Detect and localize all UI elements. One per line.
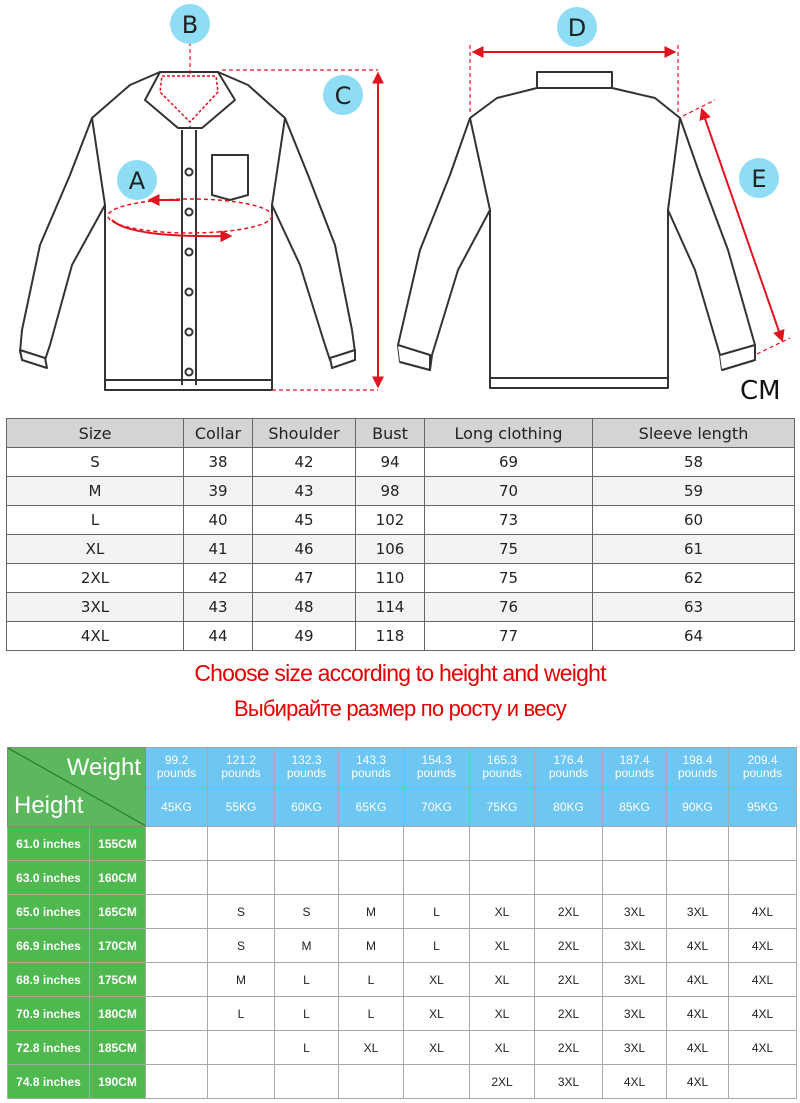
recommended-size-cell: XL bbox=[404, 1031, 470, 1065]
recommended-size-cell: 2XL bbox=[535, 929, 603, 963]
size-cell: L bbox=[7, 506, 184, 535]
recommended-size-cell: 4XL bbox=[729, 1031, 797, 1065]
recommended-size-cell: 4XL bbox=[729, 997, 797, 1031]
size-cell: 73 bbox=[425, 506, 593, 535]
recommended-size-cell: S bbox=[275, 895, 339, 929]
recommended-size-cell: 3XL bbox=[603, 1031, 667, 1065]
recommended-size-cell bbox=[729, 861, 797, 895]
size-header-cell: Sleeve length bbox=[593, 419, 795, 448]
recommended-size-cell: XL bbox=[470, 895, 535, 929]
size-row bbox=[7, 448, 795, 477]
recommended-size-cell: S bbox=[208, 929, 275, 963]
weight-kg-cell: 75KG bbox=[470, 787, 535, 827]
size-cell: 61 bbox=[593, 535, 795, 564]
recommended-size-cell: S bbox=[208, 895, 275, 929]
height-inches-cell: 65.0 inches bbox=[8, 895, 90, 929]
recommended-size-cell bbox=[146, 861, 208, 895]
recommended-size-cell: 3XL bbox=[603, 963, 667, 997]
weight-pounds-cell: 198.4 pounds bbox=[667, 748, 729, 788]
size-chart-table bbox=[6, 418, 795, 651]
height-weight-table bbox=[7, 747, 797, 1099]
recommended-size-cell bbox=[146, 895, 208, 929]
height-inches-cell: 70.9 inches bbox=[8, 997, 90, 1031]
recommended-size-cell bbox=[470, 861, 535, 895]
size-cell: 94 bbox=[356, 448, 425, 477]
size-cell: 40 bbox=[184, 506, 253, 535]
weight-kg-cell: 90KG bbox=[667, 787, 729, 827]
recommended-size-cell bbox=[208, 1065, 275, 1099]
recommended-size-cell: XL bbox=[339, 1031, 404, 1065]
recommended-size-cell: 2XL bbox=[470, 1065, 535, 1099]
table-corner bbox=[8, 748, 146, 827]
recommended-size-cell bbox=[470, 827, 535, 861]
height-cm-cell: 190CM bbox=[90, 1065, 146, 1099]
size-cell: 58 bbox=[593, 448, 795, 477]
size-cell: 4XL bbox=[7, 622, 184, 651]
size-cell: 76 bbox=[425, 593, 593, 622]
height-row bbox=[8, 997, 797, 1031]
recommended-size-cell bbox=[404, 861, 470, 895]
size-cell: 114 bbox=[356, 593, 425, 622]
weight-kg-cell: 95KG bbox=[729, 787, 797, 827]
weight-pounds-cell: 154.3 pounds bbox=[404, 748, 470, 788]
marker-c-label: C bbox=[334, 82, 352, 110]
recommended-size-cell: L bbox=[404, 895, 470, 929]
weight-kg-cell: 80KG bbox=[535, 787, 603, 827]
height-row bbox=[8, 929, 797, 963]
size-cell: 39 bbox=[184, 477, 253, 506]
marker-a-label: A bbox=[128, 167, 146, 195]
recommended-size-cell: XL bbox=[404, 963, 470, 997]
recommended-size-cell: M bbox=[339, 895, 404, 929]
front-shirt-drawing bbox=[20, 72, 355, 390]
height-cm-cell: 180CM bbox=[90, 997, 146, 1031]
marker-d-label: D bbox=[567, 14, 587, 42]
marker-b bbox=[170, 4, 210, 44]
size-cell: 45 bbox=[253, 506, 356, 535]
size-cell: 41 bbox=[184, 535, 253, 564]
recommended-size-cell: M bbox=[275, 929, 339, 963]
size-row bbox=[7, 477, 795, 506]
height-row bbox=[8, 895, 797, 929]
recommended-size-cell: L bbox=[339, 997, 404, 1031]
height-inches-cell: 68.9 inches bbox=[8, 963, 90, 997]
height-inches-cell: 66.9 inches bbox=[8, 929, 90, 963]
size-cell: 75 bbox=[425, 564, 593, 593]
recommended-size-cell: 2XL bbox=[535, 963, 603, 997]
recommended-size-cell: M bbox=[339, 929, 404, 963]
height-inches-cell: 74.8 inches bbox=[8, 1065, 90, 1099]
size-row bbox=[7, 506, 795, 535]
weight-kg-cell: 45KG bbox=[146, 787, 208, 827]
size-cell: 46 bbox=[253, 535, 356, 564]
size-cell: 106 bbox=[356, 535, 425, 564]
marker-e-label: E bbox=[751, 165, 767, 193]
height-cm-cell: 165CM bbox=[90, 895, 146, 929]
recommended-size-cell bbox=[535, 827, 603, 861]
height-cm-cell: 170CM bbox=[90, 929, 146, 963]
weight-pounds-row bbox=[8, 748, 797, 788]
height-label: Height bbox=[14, 792, 84, 819]
recommended-size-cell bbox=[603, 827, 667, 861]
height-row bbox=[8, 963, 797, 997]
marker-b-label: B bbox=[181, 11, 199, 39]
size-cell: 102 bbox=[356, 506, 425, 535]
recommended-size-cell bbox=[146, 827, 208, 861]
marker-d bbox=[557, 7, 597, 47]
marker-c bbox=[323, 75, 363, 115]
recommended-size-cell bbox=[208, 1031, 275, 1065]
recommended-size-cell: 3XL bbox=[603, 895, 667, 929]
size-cell: 77 bbox=[425, 622, 593, 651]
recommended-size-cell: XL bbox=[470, 1031, 535, 1065]
shirt-measurement-diagram bbox=[0, 0, 800, 410]
size-cell: 110 bbox=[356, 564, 425, 593]
recommended-size-cell: 4XL bbox=[667, 1065, 729, 1099]
unit-label: CM bbox=[740, 376, 781, 406]
size-cell: 69 bbox=[425, 448, 593, 477]
recommended-size-cell: L bbox=[275, 963, 339, 997]
size-cell: 98 bbox=[356, 477, 425, 506]
marker-a bbox=[117, 160, 157, 200]
height-row bbox=[8, 827, 797, 861]
height-row bbox=[8, 1065, 797, 1099]
recommended-size-cell bbox=[404, 827, 470, 861]
recommended-size-cell bbox=[208, 861, 275, 895]
size-header-cell: Shoulder bbox=[253, 419, 356, 448]
size-row bbox=[7, 564, 795, 593]
recommended-size-cell: 4XL bbox=[729, 895, 797, 929]
size-row bbox=[7, 535, 795, 564]
recommended-size-cell bbox=[275, 861, 339, 895]
recommended-size-cell bbox=[603, 861, 667, 895]
weight-pounds-cell: 99.2 pounds bbox=[146, 748, 208, 788]
recommended-size-cell bbox=[535, 861, 603, 895]
size-cell: 44 bbox=[184, 622, 253, 651]
weight-pounds-cell: 176.4 pounds bbox=[535, 748, 603, 788]
recommended-size-cell: 3XL bbox=[603, 997, 667, 1031]
weight-kg-cell: 65KG bbox=[339, 787, 404, 827]
size-cell: 49 bbox=[253, 622, 356, 651]
recommended-size-cell bbox=[208, 827, 275, 861]
recommended-size-cell bbox=[404, 1065, 470, 1099]
recommended-size-cell: 4XL bbox=[729, 929, 797, 963]
size-cell: 42 bbox=[253, 448, 356, 477]
recommended-size-cell: 2XL bbox=[535, 997, 603, 1031]
size-cell: 60 bbox=[593, 506, 795, 535]
back-shirt-drawing bbox=[398, 72, 755, 388]
recommended-size-cell: XL bbox=[470, 997, 535, 1031]
recommended-size-cell: 3XL bbox=[667, 895, 729, 929]
weight-kg-cell: 85KG bbox=[603, 787, 667, 827]
size-cell: 42 bbox=[184, 564, 253, 593]
size-cell: 38 bbox=[184, 448, 253, 477]
recommended-size-cell bbox=[339, 827, 404, 861]
recommended-size-cell: 4XL bbox=[667, 1031, 729, 1065]
recommended-size-cell: 4XL bbox=[729, 963, 797, 997]
recommended-size-cell: L bbox=[275, 997, 339, 1031]
size-cell: 43 bbox=[184, 593, 253, 622]
height-cm-cell: 155CM bbox=[90, 827, 146, 861]
recommended-size-cell bbox=[729, 1065, 797, 1099]
size-cell: 118 bbox=[356, 622, 425, 651]
recommended-size-cell: M bbox=[208, 963, 275, 997]
weight-kg-cell: 55KG bbox=[208, 787, 275, 827]
recommended-size-cell: XL bbox=[470, 963, 535, 997]
size-cell: 62 bbox=[593, 564, 795, 593]
recommended-size-cell: 3XL bbox=[535, 1065, 603, 1099]
size-cell: 59 bbox=[593, 477, 795, 506]
size-header-cell: Long clothing bbox=[425, 419, 593, 448]
height-cm-cell: 160CM bbox=[90, 861, 146, 895]
recommended-size-cell: 2XL bbox=[535, 895, 603, 929]
recommended-size-cell: L bbox=[339, 963, 404, 997]
size-cell: M bbox=[7, 477, 184, 506]
height-cm-cell: 185CM bbox=[90, 1031, 146, 1065]
size-advice-russian: Выбирайте размер по росту и весу bbox=[234, 696, 566, 721]
weight-kg-cell: 60KG bbox=[275, 787, 339, 827]
recommended-size-cell bbox=[146, 1065, 208, 1099]
recommended-size-cell: 4XL bbox=[667, 997, 729, 1031]
recommended-size-cell: L bbox=[275, 1031, 339, 1065]
size-cell: 75 bbox=[425, 535, 593, 564]
size-header-cell: Bust bbox=[356, 419, 425, 448]
recommended-size-cell bbox=[146, 997, 208, 1031]
recommended-size-cell bbox=[146, 929, 208, 963]
recommended-size-cell: 2XL bbox=[535, 1031, 603, 1065]
height-cm-cell: 175CM bbox=[90, 963, 146, 997]
weight-kg-cell: 70KG bbox=[404, 787, 470, 827]
size-cell: S bbox=[7, 448, 184, 477]
size-table-header bbox=[7, 419, 795, 448]
size-cell: 3XL bbox=[7, 593, 184, 622]
size-row bbox=[7, 593, 795, 622]
height-inches-cell: 61.0 inches bbox=[8, 827, 90, 861]
recommended-size-cell bbox=[667, 861, 729, 895]
height-row bbox=[8, 1031, 797, 1065]
size-cell: 2XL bbox=[7, 564, 184, 593]
recommended-size-cell bbox=[729, 827, 797, 861]
height-inches-cell: 72.8 inches bbox=[8, 1031, 90, 1065]
size-cell: 47 bbox=[253, 564, 356, 593]
recommended-size-cell: 3XL bbox=[603, 929, 667, 963]
recommended-size-cell bbox=[146, 1031, 208, 1065]
size-cell: XL bbox=[7, 535, 184, 564]
recommended-size-cell bbox=[667, 827, 729, 861]
height-inches-cell: 63.0 inches bbox=[8, 861, 90, 895]
recommended-size-cell: L bbox=[404, 929, 470, 963]
recommended-size-cell: 4XL bbox=[603, 1065, 667, 1099]
size-row bbox=[7, 622, 795, 651]
recommended-size-cell bbox=[339, 1065, 404, 1099]
weight-pounds-cell: 132.3 pounds bbox=[275, 748, 339, 788]
recommended-size-cell: 4XL bbox=[667, 929, 729, 963]
weight-pounds-cell: 187.4 pounds bbox=[603, 748, 667, 788]
size-advice-english: Choose size according to height and weight bbox=[194, 660, 606, 686]
recommended-size-cell: XL bbox=[470, 929, 535, 963]
weight-label: Weight bbox=[66, 754, 141, 781]
recommended-size-cell: XL bbox=[404, 997, 470, 1031]
recommended-size-cell bbox=[339, 861, 404, 895]
weight-pounds-cell: 143.3 pounds bbox=[339, 748, 404, 788]
recommended-size-cell: 4XL bbox=[667, 963, 729, 997]
recommended-size-cell bbox=[146, 963, 208, 997]
weight-pounds-cell: 121.2 pounds bbox=[208, 748, 275, 788]
size-cell: 48 bbox=[253, 593, 356, 622]
recommended-size-cell bbox=[275, 827, 339, 861]
recommended-size-cell bbox=[275, 1065, 339, 1099]
size-cell: 43 bbox=[253, 477, 356, 506]
height-row bbox=[8, 861, 797, 895]
weight-pounds-cell: 165.3 pounds bbox=[470, 748, 535, 788]
size-header-cell: Collar bbox=[184, 419, 253, 448]
recommended-size-cell: L bbox=[208, 997, 275, 1031]
marker-e bbox=[739, 158, 779, 198]
weight-pounds-cell: 209.4 pounds bbox=[729, 748, 797, 788]
size-cell: 70 bbox=[425, 477, 593, 506]
size-cell: 63 bbox=[593, 593, 795, 622]
size-cell: 64 bbox=[593, 622, 795, 651]
size-header-cell: Size bbox=[7, 419, 184, 448]
